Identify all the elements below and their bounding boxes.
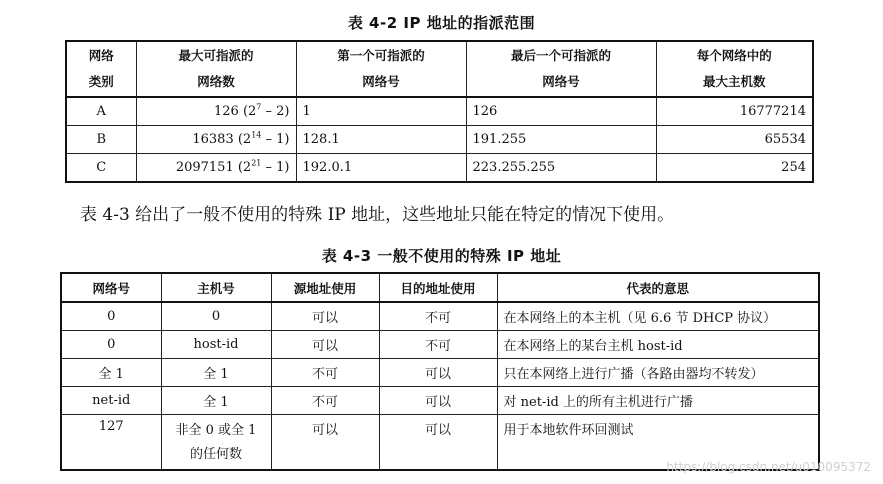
- header-host-id: 主机号: [161, 273, 271, 302]
- header-source-use: 源地址使用: [271, 273, 379, 302]
- class-cell: C: [66, 154, 136, 183]
- network-id-cell: 127: [61, 415, 161, 471]
- source-use-cell: 可以: [271, 415, 379, 471]
- class-cell: B: [66, 126, 136, 154]
- max-hosts-cell: 16777214: [656, 97, 813, 126]
- destination-use-cell: 可以: [379, 387, 497, 415]
- watermark: https://blog.csdn.net/u010095372: [666, 460, 871, 474]
- meaning-cell: 用于本地软件环回测试: [497, 415, 819, 471]
- table-row: [61, 302, 819, 331]
- header-meaning: 代表的意思: [497, 273, 819, 302]
- source-use-cell: 可以: [271, 302, 379, 331]
- network-id-cell: 0: [61, 331, 161, 359]
- last-network-cell: 126: [466, 97, 656, 126]
- header-first-network: 第一个可指派的 网络号: [296, 41, 466, 97]
- body-paragraph: 表 4-3 给出了一般不使用的特殊 IP 地址，这些地址只能在特定的情况下使用。: [80, 205, 675, 225]
- max-networks-cell: 2097151 $(2^{21} - 1)$: [136, 154, 296, 183]
- network-id-cell: net-id: [61, 387, 161, 415]
- host-id-cell: 全 1: [161, 359, 271, 387]
- special-ip-table: [60, 272, 820, 471]
- source-use-cell: 不可: [271, 387, 379, 415]
- host-id-cell: 全 1: [161, 387, 271, 415]
- max-networks-cell: 16383 $(2^{14} - 1)$: [136, 126, 296, 154]
- meaning-cell: 在本网络上的本主机（见 6.6 节 DHCP 协议）: [497, 302, 819, 331]
- first-network-cell: 128.1: [296, 126, 466, 154]
- table-row: [66, 154, 813, 183]
- table-row: [61, 359, 819, 387]
- meaning-cell: 只在本网络上进行广播（各路由器均不转发）: [497, 359, 819, 387]
- max-hosts-cell: 65534: [656, 126, 813, 154]
- max-hosts-cell: 254: [656, 154, 813, 183]
- host-id-cell: 非全 0 或全 1 的任何数: [161, 415, 271, 471]
- header-max-networks: 最大可指派的 网络数: [136, 41, 296, 97]
- meaning-cell: 对 net-id 上的所有主机进行广播: [497, 387, 819, 415]
- header-last-network: 最后一个可指派的 网络号: [466, 41, 656, 97]
- header-max-hosts: 每个网络中的 最大主机数: [656, 41, 813, 97]
- destination-use-cell: 不可: [379, 331, 497, 359]
- table-row: [66, 126, 813, 154]
- class-cell: A: [66, 97, 136, 126]
- header-class: 网络 类别: [66, 41, 136, 97]
- host-id-cell: host-id: [161, 331, 271, 359]
- header-destination-use: 目的地址使用: [379, 273, 497, 302]
- first-network-cell: 1: [296, 97, 466, 126]
- destination-use-cell: 可以: [379, 359, 497, 387]
- table-row: [61, 331, 819, 359]
- network-id-cell: 全 1: [61, 359, 161, 387]
- ip-range-table: [65, 40, 814, 183]
- source-use-cell: 不可: [271, 359, 379, 387]
- destination-use-cell: 可以: [379, 415, 497, 471]
- host-id-cell: 0: [161, 302, 271, 331]
- meaning-cell: 在本网络上的某台主机 host-id: [497, 331, 819, 359]
- first-network-cell: 192.0.1: [296, 154, 466, 183]
- last-network-cell: 223.255.255: [466, 154, 656, 183]
- table-row: [61, 387, 819, 415]
- last-network-cell: 191.255: [466, 126, 656, 154]
- table-row: [66, 97, 813, 126]
- table1-header-row: [66, 41, 813, 97]
- header-network-id: 网络号: [61, 273, 161, 302]
- table1-title: 表 4-2 IP 地址的指派范围: [347, 14, 536, 32]
- source-use-cell: 可以: [271, 331, 379, 359]
- max-networks-cell: 126 $(2^7 - 2)$: [136, 97, 296, 126]
- table2-header-row: [61, 273, 819, 302]
- table2-title: 表 4-3 一般不使用的特殊 IP 地址: [321, 247, 562, 265]
- destination-use-cell: 不可: [379, 302, 497, 331]
- network-id-cell: 0: [61, 302, 161, 331]
